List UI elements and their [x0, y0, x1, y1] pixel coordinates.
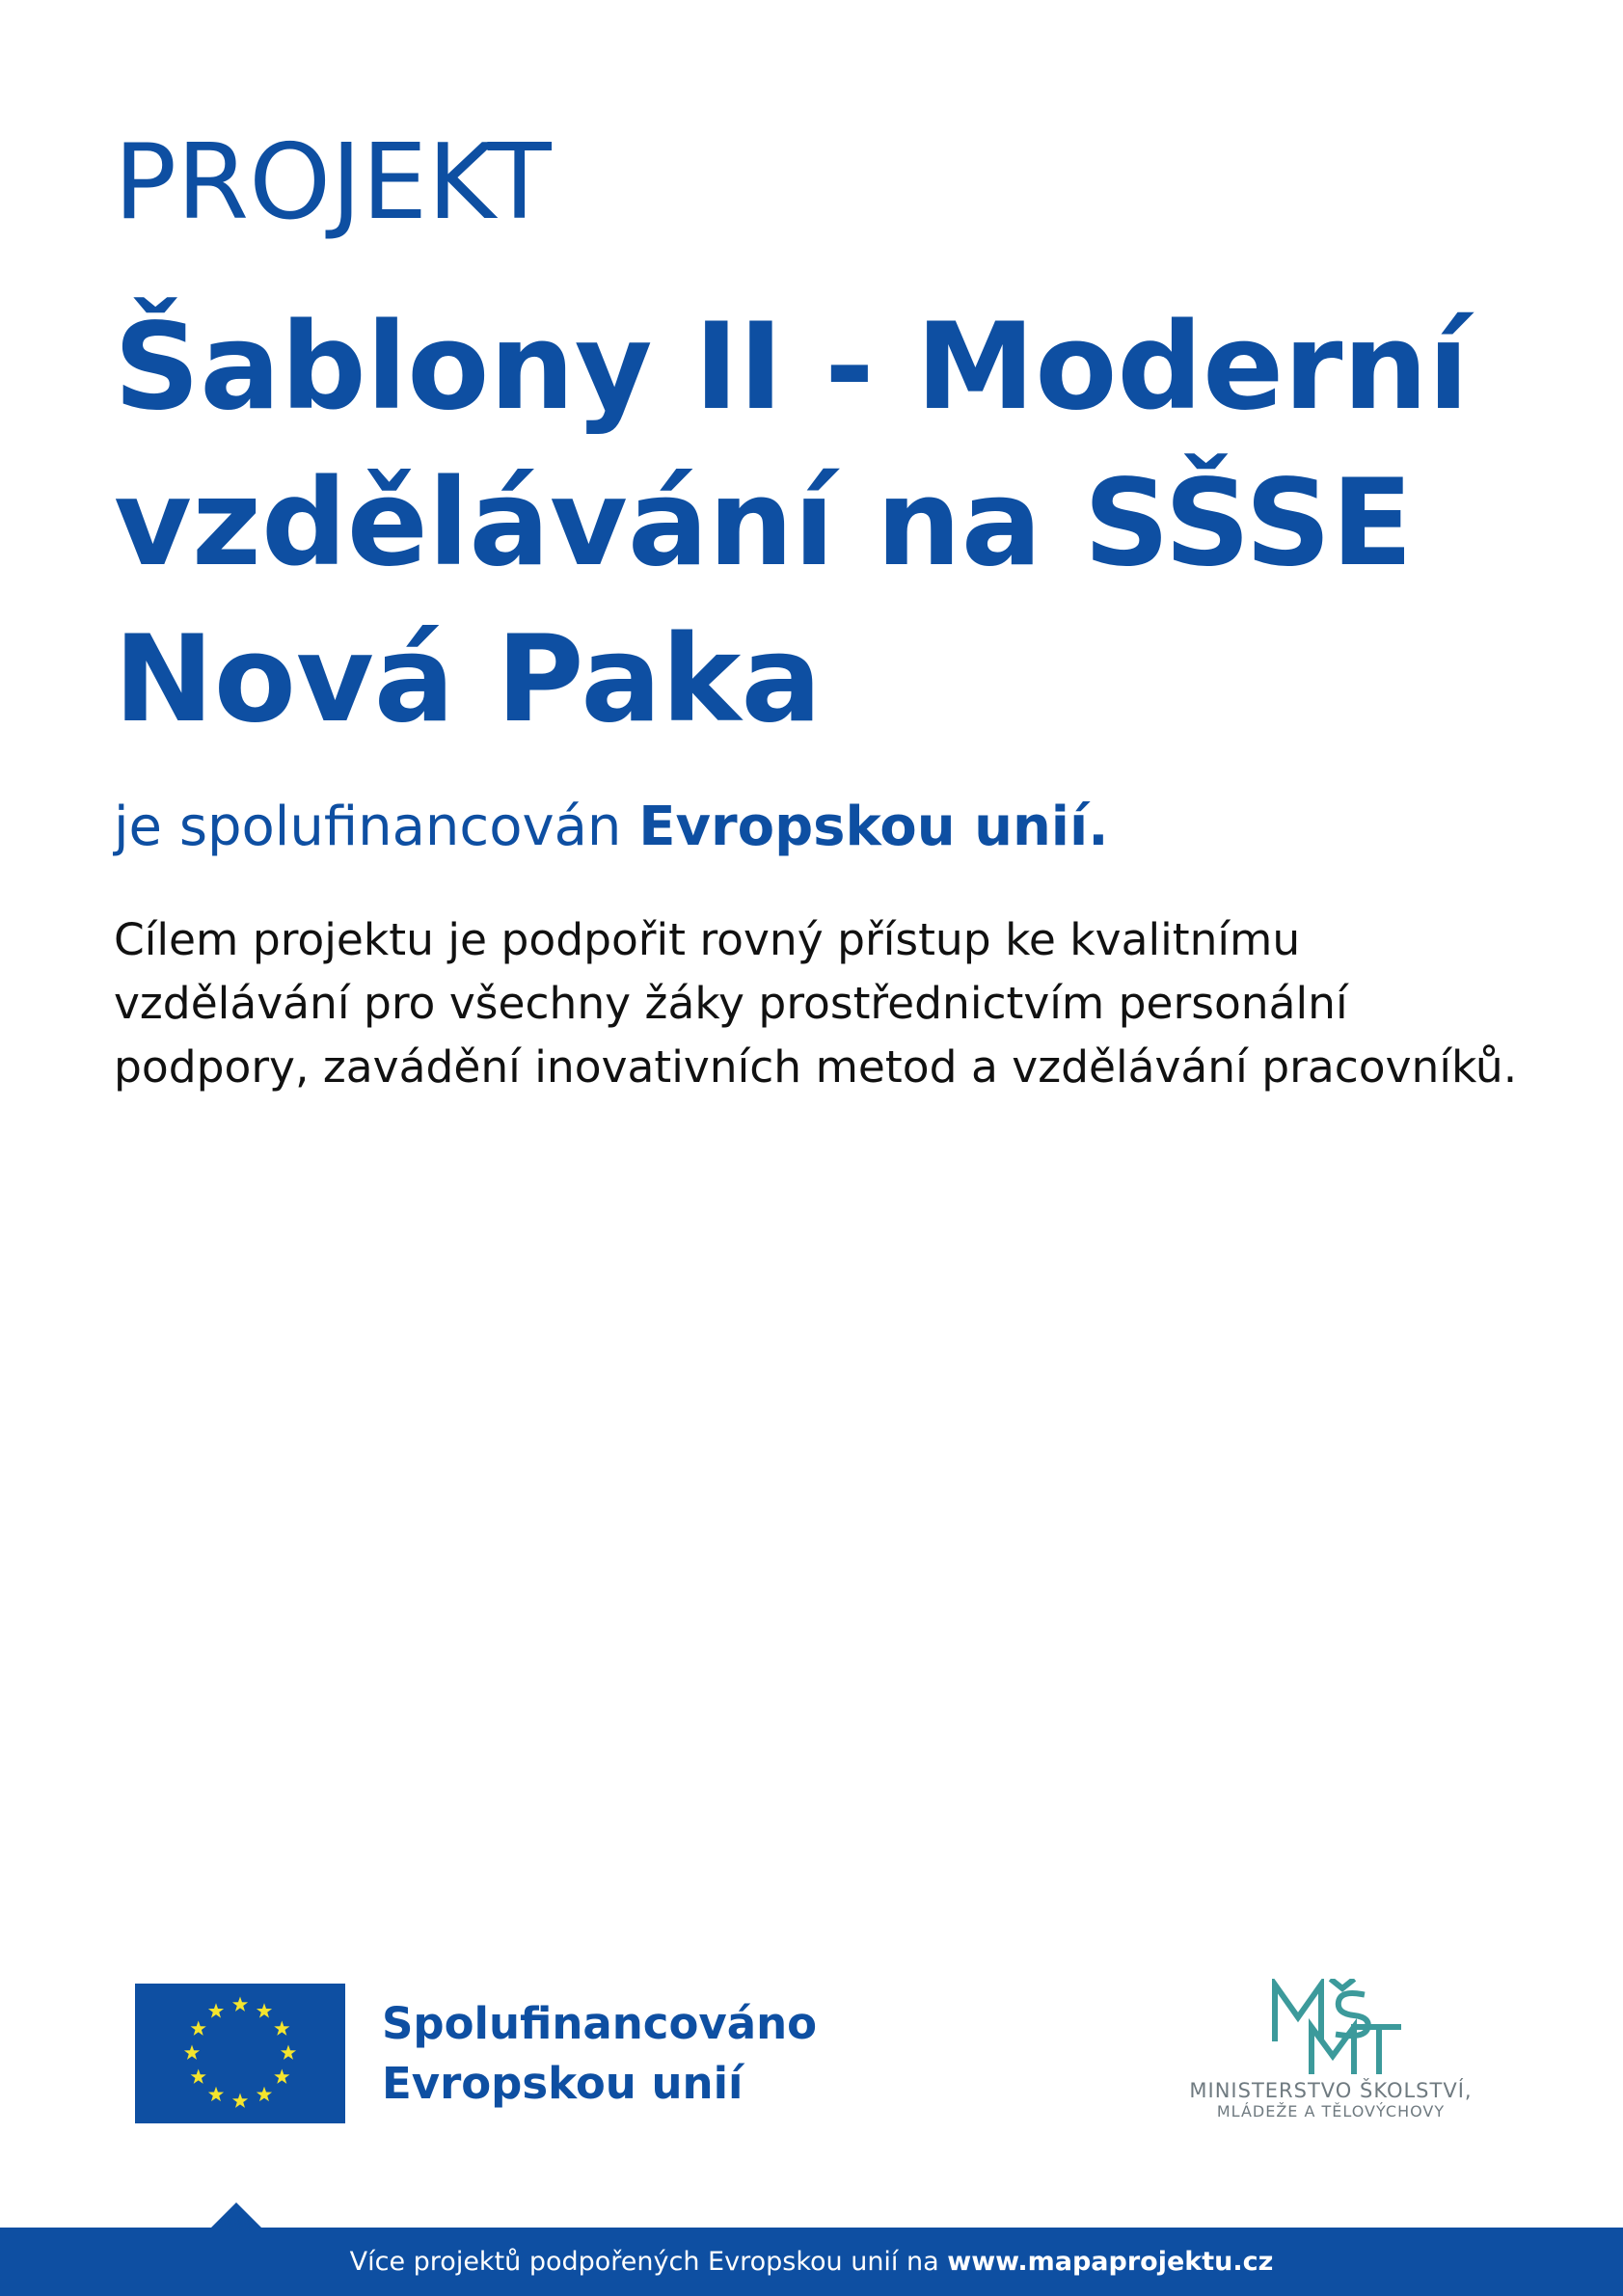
msmt-monogram-icon	[1254, 1979, 1408, 2075]
eu-star-icon	[281, 2045, 296, 2060]
msmt-name-line2: MLÁDEŽE A TĚLOVÝCHOVY	[1216, 2102, 1446, 2120]
eu-star-icon	[184, 2045, 200, 2060]
project-title-line: vzdělávání na SŠSE	[114, 454, 1414, 593]
eu-star-icon	[257, 2087, 272, 2101]
eu-cofinanced-logo	[135, 1984, 817, 2123]
eu-flag-icon	[135, 1984, 345, 2123]
cofinanced-emphasis: Evropskou unií.	[638, 796, 1109, 858]
project-title-line: Šablony II - Moderní	[114, 298, 1470, 437]
footer-url-link[interactable]: www.mapaprojektu.cz	[947, 2247, 1274, 2277]
goal-line: vzdělávání pro všechny žáky prostřednictvím personální	[114, 978, 1348, 1029]
eu-star-icon	[232, 1997, 248, 2012]
eu-stars-icon	[135, 1984, 345, 2123]
footer-notch	[210, 2202, 262, 2228]
project-kicker: PROJEKT	[114, 122, 552, 243]
msmt-logo	[1177, 1979, 1485, 2121]
eu-star-icon	[257, 2003, 272, 2017]
eu-star-icon	[208, 2003, 224, 2017]
footer-prefix: Více projektů podpořených Evropskou unií na	[349, 2247, 948, 2277]
eu-star-icon	[208, 2087, 224, 2101]
msmt-name-line1: MINISTERSTVO ŠKOLSTVÍ,	[1189, 2079, 1473, 2102]
cofinanced-statement	[114, 794, 1108, 861]
eu-star-icon	[274, 2069, 289, 2084]
project-goal-paragraph	[114, 908, 1580, 1099]
eu-logo-line: Spolufinancováno	[382, 1997, 818, 2049]
footer-text	[0, 2228, 1623, 2296]
goal-line: podpory, zavádění inovativních metod a vzdělávání pracovníků.	[114, 1041, 1518, 1093]
project-title	[114, 289, 1512, 758]
eu-logo-text	[382, 1994, 817, 2114]
eu-star-icon	[274, 2021, 289, 2036]
eu-star-icon	[191, 2021, 206, 2036]
eu-logo-line: Evropskou unií	[382, 2057, 744, 2109]
eu-star-icon	[191, 2069, 206, 2084]
cofinanced-prefix: je spolufinancován	[114, 796, 639, 858]
eu-star-icon	[232, 2093, 248, 2108]
goal-line: Cílem projektu je podpořit rovný přístup ke kvalitnímu	[114, 914, 1301, 965]
project-title-line: Nová Paka	[114, 610, 823, 749]
